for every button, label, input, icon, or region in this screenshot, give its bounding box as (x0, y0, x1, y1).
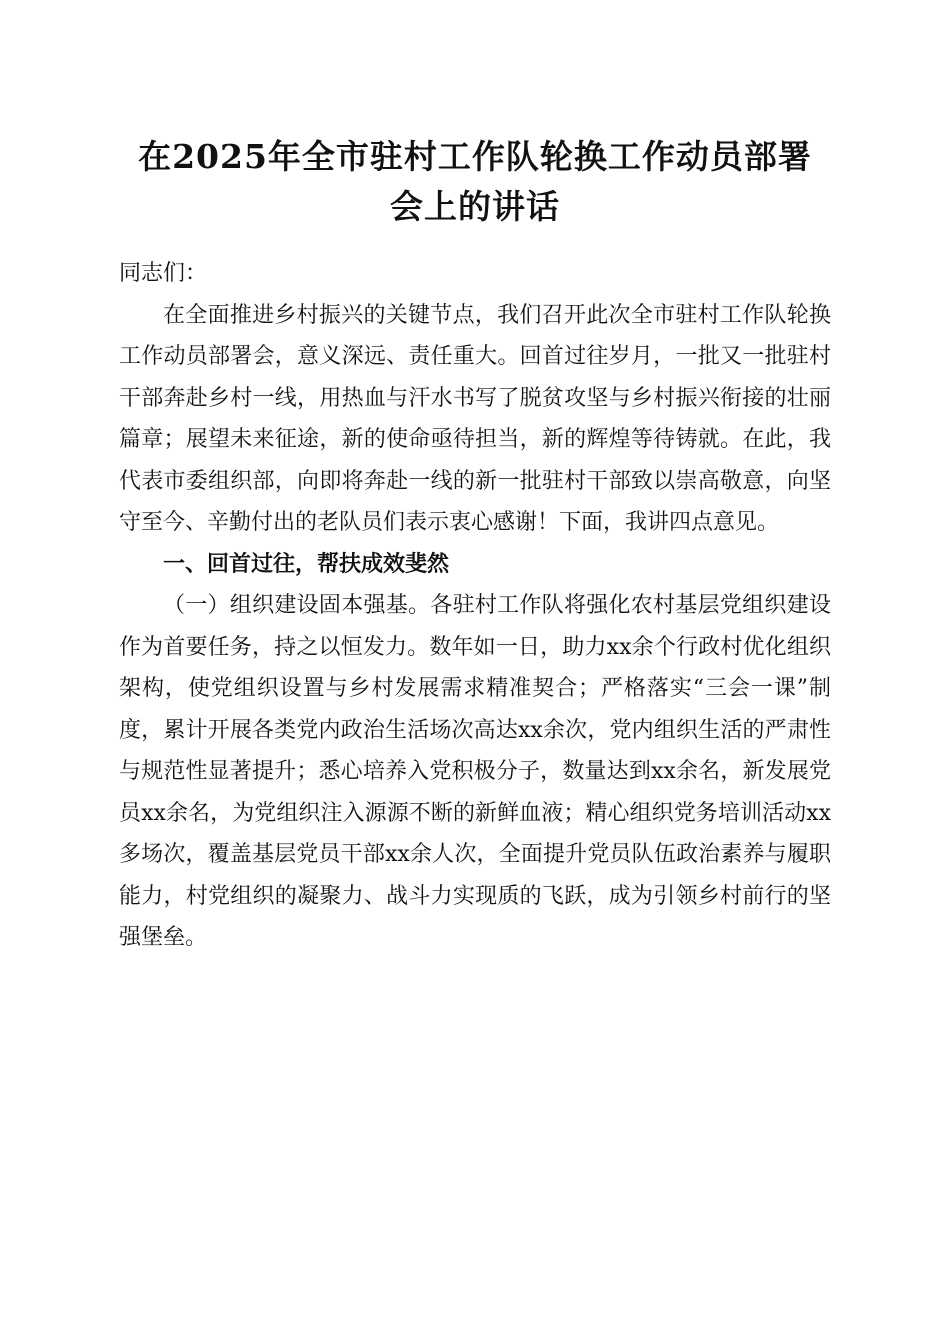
document-body (119, 253, 831, 959)
intro-paragraph: 在全面推进乡村振兴的关键节点，我们召开此次全市驻村工作队轮换工作动员部署会，意义深远、责任重大。回首过往岁月，一批又一批驻村干部奔赴乡村一线，用热血与汗水书写了脱贫攻坚与乡村振兴衔接的壮丽篇章；展望未来征途，新的使命亟待担当，新的辉煌等待铸就。在此，我代表市委组织部，向即将奔赴一线的新一批驻村干部致以崇高敬意，向坚守至今、辛勤付出的老队员们表示衷心感谢！下面，我讲四点意见。 (119, 302, 831, 535)
document-title (100, 132, 850, 232)
title-line-2: 会上的讲话 (390, 187, 560, 226)
section-heading: 一、回首过往，帮扶成效斐然 (163, 551, 450, 577)
subsection-text: 各驻村工作队将强化农村基层党组织建设作为首要任务，持之以恒发力。数年如一日，助力xx余个行政村优化组织架构，使党组织设置与乡村发展需求精准契合；严格落实“三会一课”制度，累计开展各类党内政治生活场次高达xx余次，党内组织生活的严肃性与规范性显著提升；悉心培养入党积极分子，数量达到xx余名，新发展党员xx余名，为党组织注入源源不断的新鲜血液；精心组织党务培训活动xx多场次，覆盖基层党员干部xx余人次，全面提升党员队伍政治素养与履职能力，村党组织的凝聚力、战斗力实现质的飞跃，成为引领乡村前行的坚强堡垒。 (119, 593, 831, 950)
subsection-label: （一）组织建设固本强基。 (163, 593, 431, 618)
title-line-1: 在2025年全市驻村工作队轮换工作动员部署 (138, 137, 812, 176)
subsection-paragraph (119, 585, 831, 959)
salutation: 同志们： (119, 261, 208, 286)
